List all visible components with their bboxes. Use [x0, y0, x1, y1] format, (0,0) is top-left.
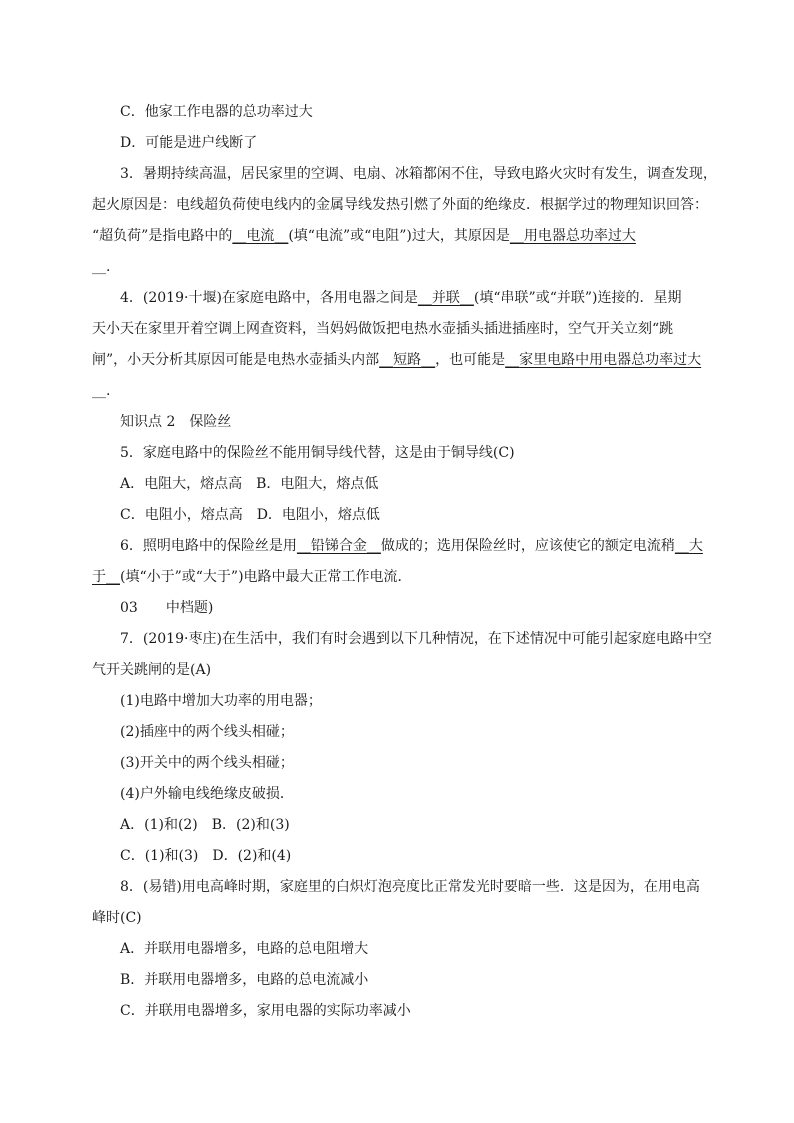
q3-answer-1: __电流__ — [232, 228, 289, 244]
q8-option-b: B．并联用电器增多，电路的总电流减小 — [120, 972, 369, 988]
q3-answer-2: __用电器总功率过大 — [509, 228, 636, 244]
q3-text: (填“电流”或“电阻”)过大，其原因是 — [288, 228, 510, 244]
section-heading-knowledge-2: 知识点 2 保险丝 — [120, 414, 232, 430]
q7-case-3: (3)开关中的两个线头相碰； — [120, 755, 294, 771]
q3-text-line4: __. — [92, 259, 111, 275]
q4-text-line2: 天小天在家里开着空调上网查资料，当妈妈做饭把电热水壶插头插进插座时，空气开关立刻“跳 — [92, 321, 674, 337]
q6-text-line2: 于__(填“小于”或“大于”)电路中最大正常工作电流． — [92, 569, 412, 585]
section-heading-medium: 03 中档题) — [120, 600, 214, 616]
q7-options-cd: C．(1)和(3) D．(2)和(4) — [120, 848, 292, 864]
q6-answer-2: __大 — [674, 538, 703, 554]
q6-answer-1: __铅锑合金__ — [296, 538, 381, 554]
q3-text: “超负荷”是指电路中的 — [92, 228, 233, 244]
q2-option-c: C．他家工作电器的总功率过大 — [120, 104, 313, 120]
q4-text-line4: __. — [92, 383, 111, 399]
q4-text-line3: 闸”，小天分析其原因可能是电热水壶插头内部__短路__，也可能是__家里电路中用电器总功率过大 — [92, 352, 702, 368]
q4-text-line1: 4．(2019·十堰)在家庭电路中，各用电器之间是__并联__(填“串联”或“并联”)连接的．星期 — [120, 290, 682, 306]
q4-answer-3: __家里电路中用电器总功率过大 — [505, 352, 702, 368]
q4-answer-1: __并联__ — [417, 290, 474, 306]
q6-answer-2-cont: 于__ — [92, 569, 120, 585]
q7-text-line1: 7．(2019·枣庄)在生活中，我们有时会遇到以下几种情况，在下述情况中可能引起家庭电路中空 — [120, 631, 712, 647]
q3-text-line3 — [92, 226, 636, 246]
q5-options-cd: C．电阻小，熔点高 D．电阻小，熔点低 — [120, 507, 380, 523]
q4-answer-2: __短路__ — [379, 352, 436, 368]
q3-text-line2: 起火原因是：电线超负荷使电线内的金属导线发热引燃了外面的绝缘皮．根据学过的物理知识回答： — [92, 197, 708, 213]
q8-text-line2: 峰时(C) — [92, 910, 142, 926]
q7-options-ab: A．(1)和(2) B．(2)和(3) — [120, 817, 290, 833]
q7-case-1: (1)电路中增加大功率的用电器； — [120, 693, 322, 709]
q5-options-ab: A．电阻大，熔点高 B．电阻大，熔点低 — [120, 476, 379, 492]
q5-text: 5．家庭电路中的保险丝不能用铜导线代替，这是由于铜导线(C) — [120, 445, 515, 461]
q3-text-line1: 3．暑期持续高温，居民家里的空调、电扇、冰箱都闲不住，导致电路火灾时有发生，调查发现， — [120, 166, 717, 182]
q2-option-d: D．可能是进户线断了 — [120, 135, 258, 151]
q8-option-c: C．并联用电器增多，家用电器的实际功率减小 — [120, 1003, 411, 1019]
q7-case-4: (4)户外输电线绝缘皮破损． — [120, 786, 294, 802]
q8-option-a: A．并联用电器增多，电路的总电阻增大 — [120, 941, 369, 957]
q8-text-line1: 8．(易错)用电高峰时期，家庭里的白炽灯泡亮度比正常发光时要暗一些．这是因为，在用电高 — [120, 879, 700, 895]
q7-case-2: (2)插座中的两个线头相碰； — [120, 724, 294, 740]
q7-text-line2: 气开关跳闸的是(A) — [92, 662, 212, 678]
q6-text-line1: 6．照明电路中的保险丝是用__铅锑合金__做成的；选用保险丝时，应该使它的额定电流稍__大 — [120, 538, 703, 554]
